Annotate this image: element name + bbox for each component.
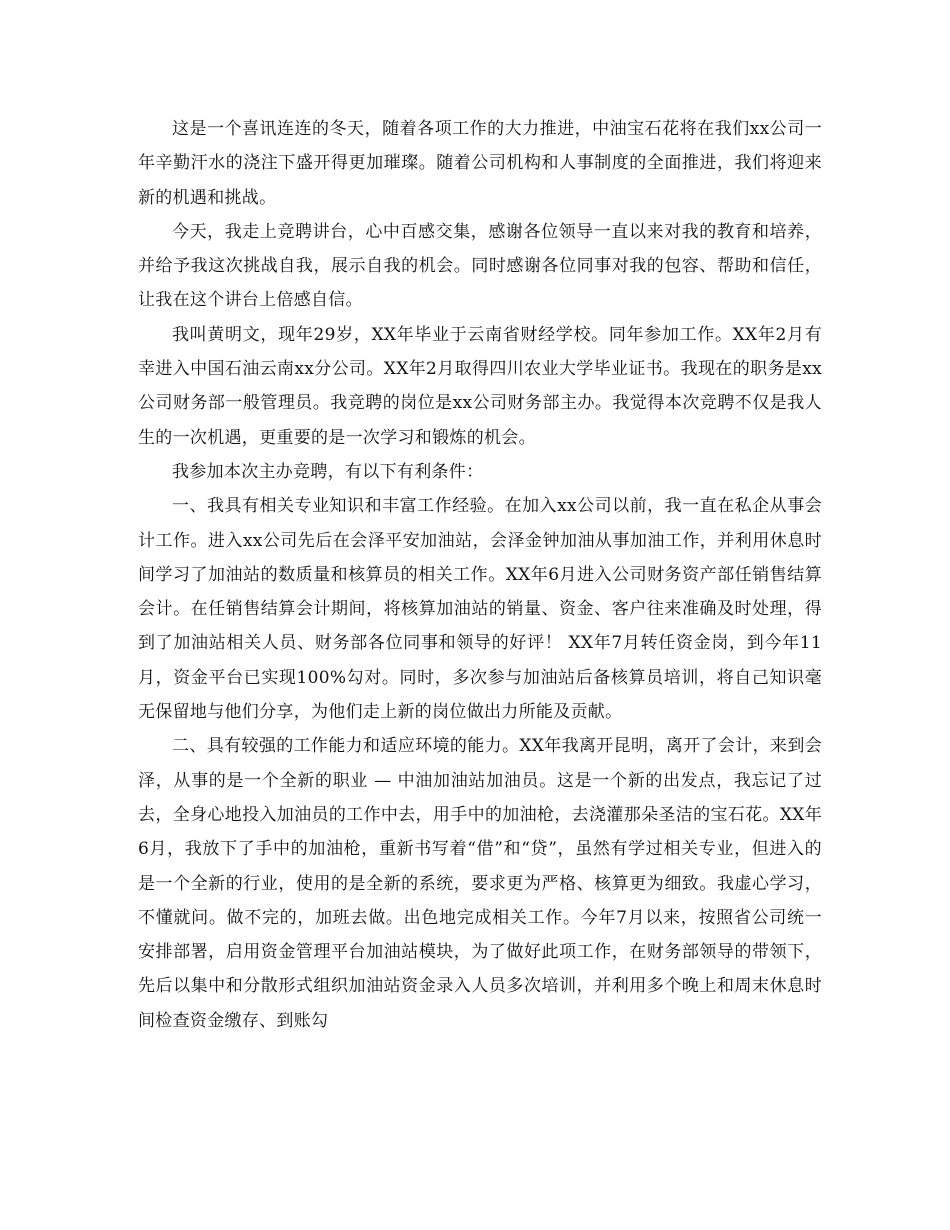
paragraph-condition-one: 一、我具有相关专业知识和丰富工作经验。在加入xx公司以前，我一直在私企从事会计工作。进入xx公司先后在会泽平安加油站，会泽金钟加油从事加油工作，并利用休息时间学习了加油站的数质量和核算员的相关工作。XX年6月进入公司财务资产部任销售结算会计。在任销售结算会计期间，将核算加油站的销量、资金、客户往来准确及时处理，得到了加油站相关人员、财务部各位同事和领导的好评！ XX年7月转任资金岗，到今年11月，资金平台已实现100%勾对。同时，多次参与加油站后备核算员培训，将自己知识毫无保留地与他们分享，为他们走上新的岗位做出力所能及贡献。 — [138, 496, 822, 723]
paragraph-self-introduction: 我叫黄明文，现年29岁，XX年毕业于云南省财经学校。同年参加工作。XX年2月有幸进入中国石油云南xx分公司。XX年2月取得四川农业大学毕业证书。我现在的职务是xx公司财务部一般管理员。我竞聘的岗位是xx公司财务部主办。我觉得本次竞聘不仅是我人生的一次机遇，更重要的是一次学习和锻炼的机会。 — [138, 324, 822, 448]
paragraph-intro: 这是一个喜讯连连的冬天，随着各项工作的大力推进，中油宝石花将在我们xx公司一年辛勤汗水的浇注下盛开得更加璀璨。随着公司机构和人事制度的全面推进，我们将迎来新的机遇和挑战。 — [138, 119, 822, 208]
document-body — [138, 112, 822, 1038]
paragraph-condition-two: 二、具有较强的工作能力和适应环境的能力。XX年我离开昆明，离开了会计，来到会泽，从事的是一个全新的职业 — 中油加油站加油员。这是一个新的出发点，我忘记了过去，全身心地投入加油员的工作中去，用手中的加油枪，去浇灌那朵圣洁的宝石花。XX年6月，我放下了手中的加油枪，重新书写着“借”和“贷”，虽然有学过相关专业，但进入的是一个全新的行业，使用的是全新的系统，要求更为严格、核算更为细致。我虚心学习，不懂就问。做不完的，加班去做。出色地完成相关工作。今年7月以来，按照省公司统一安排部署，启用资金管理平台加油站模块，为了做好此项工作，在财务部领导的带领下，先后以集中和分散形式组织加油站资金录入人员多次培训，并利用多个晚上和周末休息时间检查资金缴存、到账勾 — [138, 736, 822, 1031]
paragraph-conditions-lead: 我参加本次主办竞聘，有以下有利条件： — [172, 461, 484, 482]
paragraph-gratitude: 今天，我走上竞聘讲台，心中百感交集，感谢各位领导一直以来对我的教育和培养，并给予我这次挑战自我，展示自我的机会。同时感谢各位同事对我的包容、帮助和信任，让我在这个讲台上倍感自信。 — [138, 221, 822, 311]
